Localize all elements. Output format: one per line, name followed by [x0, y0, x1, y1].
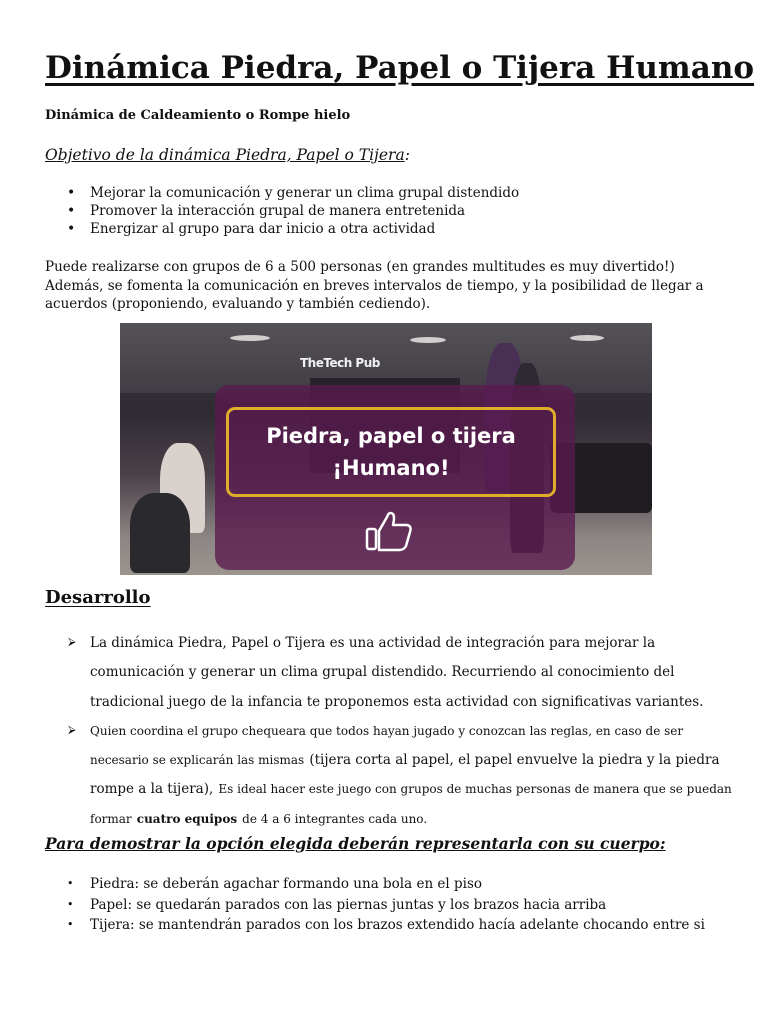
list-item: • Mejorar la comunicación y generar un clima grupal distendido	[45, 184, 519, 202]
list-item	[45, 716, 735, 833]
objectives-list	[45, 184, 519, 238]
arrow-bullet-icon: ⮚	[68, 635, 76, 648]
list-item	[45, 628, 735, 716]
demonstrate-list	[45, 874, 705, 936]
thumbs-up-icon	[365, 509, 415, 553]
intro-paragraph: Puede realizarse con grupos de 6 a 500 personas (en grandes multitudes es muy divertido!) Además, se fomenta la comunicación en breves intervalos de tiempo, y la posibilidad de llegar a acuerdos (proponiendo, evaluando y también cediendo).	[45, 259, 704, 312]
banner-line-1: Piedra, papel o tijera	[266, 424, 516, 448]
banner-line-2: ¡Humano!	[332, 456, 450, 480]
desarrollo-item-2-d: de 4 a 6 integrantes cada uno.	[242, 811, 428, 826]
list-item: • Energizar al grupo para dar inicio a otra actividad	[45, 220, 519, 238]
brand-sign: TheTech Pub	[300, 356, 380, 370]
desarrollo-item-1: La dinámica Piedra, Papel o Tijera es una actividad de integración para mejorar la comunicación y generar un clima grupal distendido. Recurriendo al conocimiento del tradicional juego de la infancia te proponemos esta actividad con significativas variantes.	[90, 635, 704, 710]
demonstrate-heading: Para demostrar la opción elegida deberán representarla con su cuerpo:	[45, 834, 666, 853]
objective-heading-colon: :	[404, 146, 410, 164]
ceiling-light	[230, 335, 270, 341]
desarrollo-item-2-c: Es ideal hacer este juego con grupos de muchas personas de manera que se puedan formar	[90, 782, 732, 826]
ceiling-light	[570, 335, 604, 341]
arrow-bullet-icon: ⮚	[68, 722, 76, 736]
banner-image	[120, 323, 652, 575]
list-item: • Papel: se quedarán parados con las piernas juntas y los brazos hacia arriba	[45, 895, 705, 916]
subtitle: Dinámica de Caldeamiento o Rompe hielo	[45, 108, 351, 123]
desarrollo-item-2-bold: cuatro equipos	[136, 811, 238, 826]
person	[130, 493, 190, 573]
list-item: • Tijera: se mantendrán parados con los brazos extendido hacía adelante chocando entre si	[45, 915, 705, 936]
desarrollo-list	[45, 628, 735, 833]
objective-heading	[45, 146, 410, 164]
desarrollo-item-2-b: (tijera corta al papel, el papel envuelve la piedra y la piedra rompe a la tijera),	[90, 752, 720, 798]
list-item: • Piedra: se deberán agachar formando una bola en el piso	[45, 874, 705, 895]
ceiling-light	[410, 337, 446, 343]
objective-heading-text: Objetivo de la dinámica Piedra, Papel o Tijera	[45, 146, 405, 164]
section-heading-desarrollo: Desarrollo	[45, 587, 151, 608]
banner-title-box	[226, 407, 556, 497]
page-title: Dinámica Piedra, Papel o Tijera Humano	[45, 50, 755, 86]
list-item: • Promover la interacción grupal de manera entretenida	[45, 202, 519, 220]
desarrollo-item-2-a: Quien coordina el grupo chequeara que todos hayan jugado y conozcan las reglas, en caso de ser necesario se explicarán las mismas	[90, 723, 684, 768]
